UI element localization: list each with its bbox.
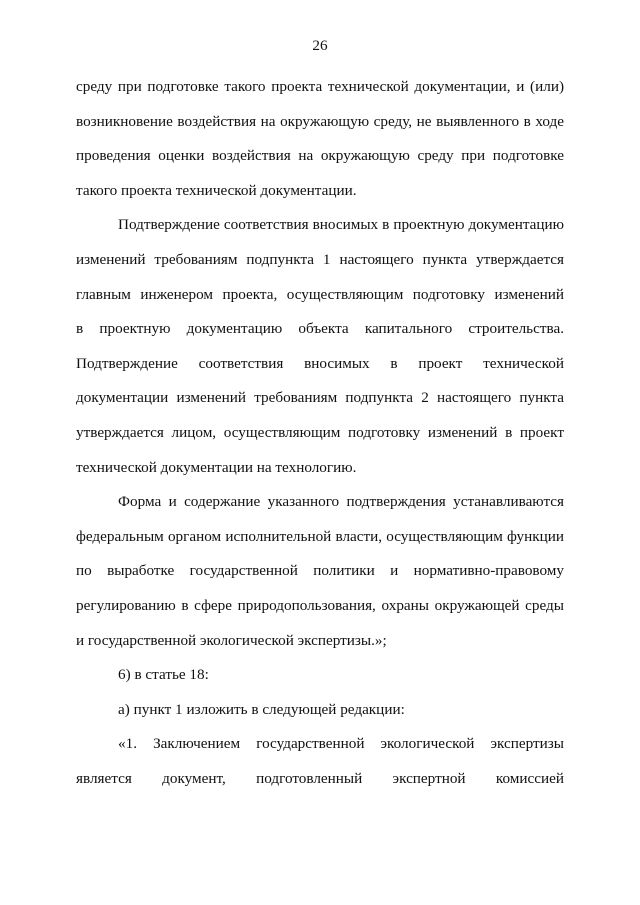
text-line: регулированию в сфере природопользования, охраны окружающей среды: [76, 596, 564, 614]
text-line: 6) в статье 18:: [118, 666, 209, 684]
paragraph: [76, 658, 564, 693]
page-number: 26: [312, 37, 328, 54]
text-line: Подтверждение соответствия вносимых в проект технической: [76, 354, 564, 372]
text-line: главным инженером проекта, осуществляющим подготовку изменений: [76, 285, 564, 303]
text-line: изменений требованиям подпункта 1 настоящего пункта утверждается: [76, 250, 564, 268]
paragraph: [76, 70, 564, 208]
text-line: утверждается лицом, осуществляющим подготовку изменений в проект: [76, 423, 564, 441]
text-line: документации изменений требованиям подпункта 2 настоящего пункта: [76, 389, 564, 407]
text-line: в проектную документацию объекта капитального строительства.: [76, 320, 564, 338]
text-line: Подтверждение соответствия вносимых в проектную документацию: [118, 216, 564, 234]
text-line: такого проекта технической документации.: [76, 181, 357, 199]
paragraph: [76, 727, 564, 796]
text-line: проведения оценки воздействия на окружающую среду при подготовке: [76, 147, 564, 165]
text-line: возникновение воздействия на окружающую среду, не выявленного в ходе: [76, 112, 564, 130]
text-line: Форма и содержание указанного подтверждения устанавливаются: [118, 493, 564, 511]
text-line: среду при подготовке такого проекта технической документации, и (или): [76, 78, 564, 95]
document-body: [76, 70, 564, 796]
text-line: является документ, подготовленный экспертной комиссией: [76, 769, 564, 787]
text-line: по выработке государственной политики и нормативно-правовому: [76, 562, 564, 580]
text-line: и государственной экологической экспертизы.»;: [76, 631, 387, 649]
text-line: технической документации на технологию.: [76, 458, 357, 476]
text-line: федеральным органом исполнительной власти, осуществляющим функции: [76, 527, 564, 545]
paragraph: [76, 208, 564, 485]
paragraph: [76, 485, 564, 658]
paragraph: [76, 693, 564, 728]
text-line: а) пункт 1 изложить в следующей редакции:: [118, 700, 405, 718]
text-line: «1. Заключением государственной экологической экспертизы: [118, 735, 564, 753]
